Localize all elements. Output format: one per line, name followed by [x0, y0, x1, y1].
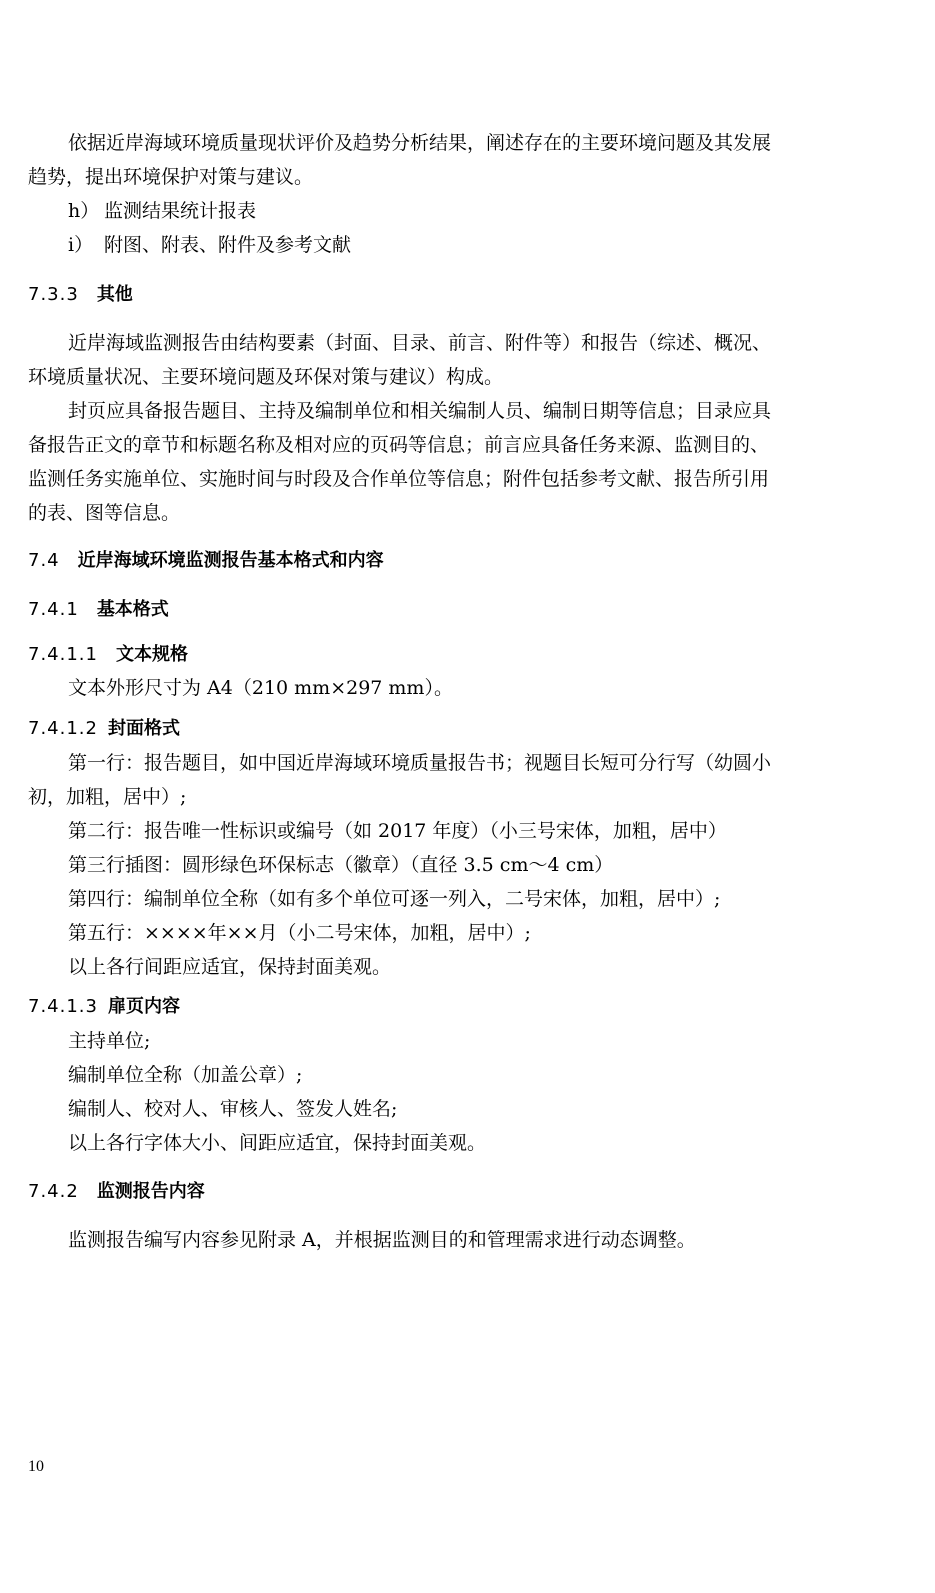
list-marker: h） — [68, 200, 100, 222]
section-title: 监测报告内容 — [96, 1181, 205, 1202]
paragraph-line: 主持单位; — [68, 1030, 151, 1052]
section-title: 基本格式 — [96, 599, 169, 620]
section-heading — [28, 597, 169, 623]
paragraph-line: 以上各行间距应适宜，保持封面美观。 — [68, 956, 392, 978]
paragraph-line: 以上各行字体大小、间距应适宜，保持封面美观。 — [68, 1132, 487, 1154]
paragraph-line: 的表、图等信息。 — [28, 502, 181, 524]
list-marker: i） — [68, 234, 94, 256]
section-number: 7.4.1.3 — [28, 996, 98, 1017]
paragraph-line: 第四行：编制单位全称（如有多个单位可逐一列入，二号宋体，加粗，居中）; — [68, 888, 721, 910]
section-title: 封面格式 — [107, 718, 180, 739]
section-title: 文本规格 — [115, 644, 188, 665]
section-heading — [28, 282, 133, 308]
list-item-text: 监测结果统计报表 — [104, 200, 257, 222]
paragraph-line: 第五行：××××年××月（小二号宋体，加粗，居中）; — [68, 922, 531, 944]
section-number: 7.4 — [28, 550, 60, 571]
paragraph-line: 环境质量状况、主要环境问题及环保对策与建议）构成。 — [28, 366, 504, 388]
paragraph-line: 近岸海域监测报告由结构要素（封面、目录、前言、附件等）和报告（综述、概况、 — [68, 332, 772, 354]
list-item — [68, 198, 256, 224]
paragraph-line: 监测任务实施单位、实施时间与时段及合作单位等信息；附件包括参考文献、报告所引用 — [28, 468, 770, 490]
section-heading — [28, 1179, 205, 1205]
section-title: 扉页内容 — [107, 996, 180, 1017]
section-number: 7.3.3 — [28, 284, 79, 305]
paragraph-line: 监测报告编写内容参见附录 A，并根据监测目的和管理需求进行动态调整。 — [68, 1229, 696, 1251]
section-title: 其他 — [96, 284, 133, 305]
paragraph-line: 编制单位全称（加盖公章）; — [68, 1064, 303, 1086]
paragraph-line: 第二行：报告唯一性标识或编号（如 2017 年度）（小三号宋体，加粗，居中） — [68, 820, 727, 842]
section-number: 7.4.2 — [28, 1181, 79, 1202]
paragraph-line: 趋势，提出环境保护对策与建议。 — [28, 166, 314, 188]
list-item-text: 附图、附表、附件及参考文献 — [104, 234, 352, 256]
paragraph-line: 依据近岸海域环境质量现状评价及趋势分析结果，阐述存在的主要环境问题及其发展 — [68, 132, 772, 154]
section-heading — [28, 642, 188, 668]
paragraph-line: 第三行插图：圆形绿色环保标志（徽章）（直径 3.5 cm～4 cm） — [68, 854, 614, 876]
list-item — [68, 232, 351, 258]
section-heading — [28, 994, 180, 1020]
paragraph-line: 备报告正文的章节和标题名称及相对应的页码等信息；前言应具备任务来源、监测目的、 — [28, 434, 770, 456]
section-heading — [28, 548, 384, 574]
section-number: 7.4.1.1 — [28, 644, 98, 665]
section-heading — [28, 716, 180, 742]
paragraph-line: 第一行：报告题目，如中国近岸海域环境质量报告书；视题目长短可分行写（幼圆小 — [68, 752, 772, 774]
paragraph-line: 编制人、校对人、审核人、签发人姓名; — [68, 1098, 398, 1120]
section-title: 近岸海域环境监测报告基本格式和内容 — [77, 550, 384, 571]
section-number: 7.4.1.2 — [28, 718, 98, 739]
section-number: 7.4.1 — [28, 599, 79, 620]
paragraph-line: 封页应具备报告题目、主持及编制单位和相关编制人员、编制日期等信息；目录应具 — [68, 400, 772, 422]
paragraph-line: 文本外形尺寸为 A4（210 mm×297 mm）。 — [68, 677, 453, 699]
paragraph-line: 初，加粗，居中）; — [28, 786, 187, 808]
page-number: 10 — [28, 1458, 44, 1475]
